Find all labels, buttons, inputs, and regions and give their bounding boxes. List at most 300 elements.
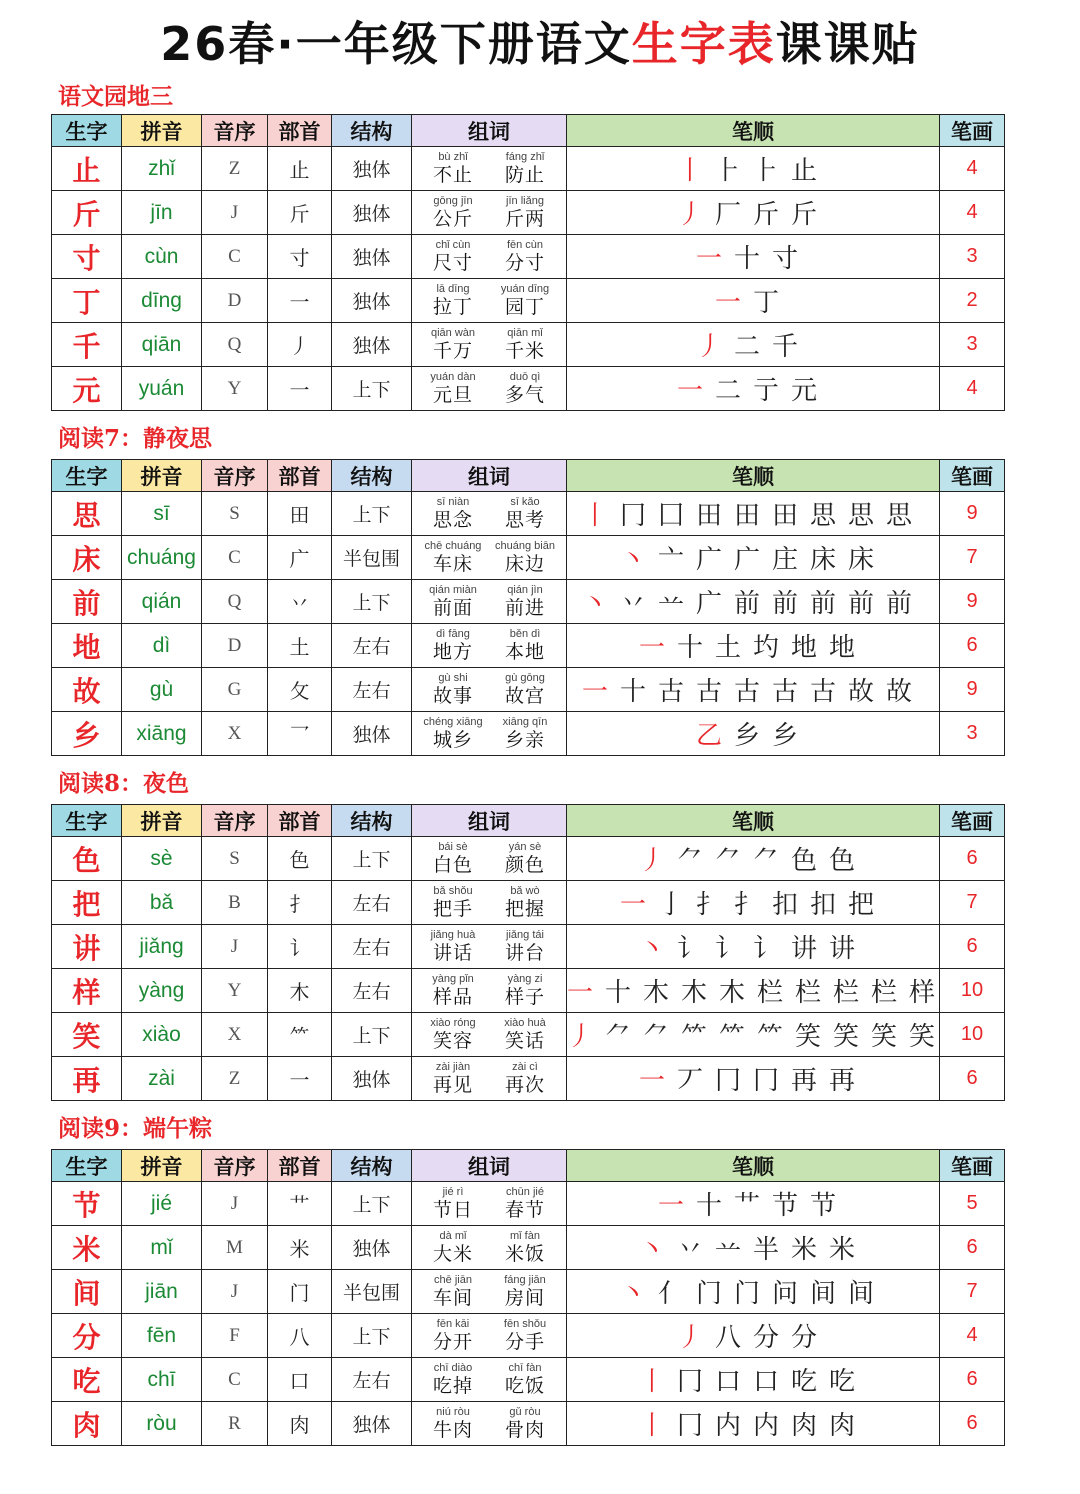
word-pinyin: chūn jié (506, 1185, 544, 1198)
word-chars: 吃饭 (504, 1374, 545, 1397)
character-table (51, 459, 1005, 756)
word-entry (494, 151, 556, 187)
word-entry (494, 1186, 556, 1222)
table-row (52, 1226, 1005, 1270)
pinyin-cell: chuáng (122, 536, 202, 580)
word-chars: 尺寸 (432, 251, 473, 274)
column-header: 生字 (52, 805, 122, 837)
radical-cell: 口 (268, 1358, 332, 1402)
character-cell: 分 (52, 1314, 122, 1358)
title-main: 26春·一年级下册语文 (160, 17, 632, 71)
stroke-step: 冂 (715, 1066, 742, 1096)
structure-cell: 左右 (332, 969, 412, 1013)
pinyin-cell: zhǐ (122, 147, 202, 191)
stroke-step: 古 (810, 677, 837, 707)
structure-cell: 独体 (332, 712, 412, 756)
word-entry (422, 929, 484, 965)
stroke-step: 丆 (677, 1066, 704, 1096)
word-pinyin: zài cì (512, 1060, 538, 1073)
stroke-step: 间 (848, 1279, 875, 1309)
stroke-step: 笑 (871, 1022, 898, 1052)
stroke-count-cell: 6 (940, 925, 1005, 969)
radical-cell: 艹 (268, 1182, 332, 1226)
character-cell: 前 (52, 580, 122, 624)
word-chars: 吃掉 (432, 1374, 473, 1397)
stroke-step: 讲 (791, 934, 818, 964)
stroke-step: 地 (829, 633, 856, 663)
word-pinyin: yàng zi (507, 972, 543, 985)
word-entry (494, 885, 556, 921)
stroke-order-cell (567, 1013, 940, 1057)
stroke-step: 一 (639, 1066, 666, 1096)
index-letter-cell: S (202, 492, 268, 536)
radical-cell: 土 (268, 624, 332, 668)
stroke-order-cell (567, 925, 940, 969)
radical-cell: 一 (268, 1057, 332, 1101)
stroke-step: ⺈ (677, 846, 704, 876)
structure-cell: 独体 (332, 1057, 412, 1101)
stroke-step: 丿 (696, 332, 723, 362)
stroke-step: 栏 (757, 978, 784, 1008)
index-letter-cell: D (202, 624, 268, 668)
stroke-step: 亅 (658, 890, 685, 920)
column-header: 组词 (412, 460, 567, 492)
index-letter-cell: J (202, 925, 268, 969)
pinyin-cell: jiān (122, 1270, 202, 1314)
word-entry (494, 1061, 556, 1097)
word-entry (422, 1186, 484, 1222)
stroke-step: 斤 (791, 200, 818, 230)
stroke-step: 思 (886, 501, 913, 531)
word-pinyin: xiāng qīn (502, 715, 548, 728)
word-pinyin: chē jiān (434, 1273, 472, 1286)
word-pinyin: qiān wàn (430, 326, 476, 339)
column-header: 组词 (412, 805, 567, 837)
character-cell: 寸 (52, 235, 122, 279)
structure-cell: 上下 (332, 492, 412, 536)
structure-cell: 左右 (332, 925, 412, 969)
word-entry (422, 1318, 484, 1354)
section-title: 阅读7：静夜思 (58, 425, 213, 452)
word-pinyin: fēn kāi (436, 1317, 470, 1330)
pinyin-cell: chī (122, 1358, 202, 1402)
stroke-step: 门 (696, 1279, 723, 1309)
stroke-count-cell: 4 (940, 191, 1005, 235)
word-entry (422, 239, 484, 275)
stroke-step: ⺮ (757, 1022, 784, 1052)
column-header: 笔顺 (567, 805, 940, 837)
stroke-step: 扣 (810, 890, 837, 920)
word-pinyin: yán sè (508, 840, 542, 853)
stroke-step: 冂 (677, 1411, 704, 1441)
stroke-step: 一 (582, 677, 609, 707)
stroke-step: 笑 (833, 1022, 860, 1052)
stroke-step: 前 (772, 589, 799, 619)
word-pinyin: fēn shǒu (503, 1317, 547, 1330)
character-cell: 节 (52, 1182, 122, 1226)
index-letter-cell: Y (202, 969, 268, 1013)
stroke-count-cell: 7 (940, 881, 1005, 925)
stroke-step: 囗 (658, 501, 685, 531)
stroke-step: 故 (886, 677, 913, 707)
stroke-step: 亠 (658, 545, 685, 575)
word-entry (422, 1230, 484, 1266)
table-row (52, 712, 1005, 756)
pinyin-cell: dīng (122, 279, 202, 323)
column-header: 生字 (52, 115, 122, 147)
stroke-step: 乙 (696, 721, 723, 751)
word-pinyin: niú ròu (436, 1405, 470, 1418)
stroke-step: 丶 (582, 589, 609, 619)
pinyin-cell: sī (122, 492, 202, 536)
stroke-step: 木 (681, 978, 708, 1008)
word-entry (494, 1230, 556, 1266)
stroke-step: 田 (734, 501, 761, 531)
stroke-order-cell (567, 1226, 940, 1270)
stroke-step: 床 (848, 545, 875, 575)
stroke-order-cell (567, 1182, 940, 1226)
word-pinyin: qián jìn (507, 583, 543, 596)
word-pinyin: qiān mǐ (507, 326, 543, 339)
stroke-step: 笑 (795, 1022, 822, 1052)
structure-cell: 独体 (332, 147, 412, 191)
index-letter-cell: R (202, 1402, 268, 1446)
structure-cell: 上下 (332, 580, 412, 624)
stroke-count-cell: 6 (940, 837, 1005, 881)
table-row (52, 925, 1005, 969)
word-chars: 地方 (432, 640, 473, 663)
word-chars: 骨肉 (504, 1418, 545, 1441)
column-header: 音序 (202, 460, 268, 492)
stroke-step: 广 (696, 545, 723, 575)
stroke-step: 古 (734, 677, 761, 707)
radical-cell: ⺮ (268, 1013, 332, 1057)
word-entry (494, 1017, 556, 1053)
word-chars: 节日 (432, 1198, 473, 1221)
stroke-step: 扌 (696, 890, 723, 920)
stroke-order-cell (567, 969, 940, 1013)
column-header: 结构 (332, 805, 412, 837)
words-cell (412, 1226, 567, 1270)
stroke-step: 十 (696, 1191, 723, 1221)
structure-cell: 左右 (332, 624, 412, 668)
column-header: 拼音 (122, 115, 202, 147)
structure-cell: 上下 (332, 367, 412, 411)
stroke-step: 再 (791, 1066, 818, 1096)
words-cell (412, 1057, 567, 1101)
structure-cell: 左右 (332, 668, 412, 712)
stroke-step: 冂 (620, 501, 647, 531)
character-cell: 乡 (52, 712, 122, 756)
stroke-step: 丨 (639, 1411, 666, 1441)
title-suffix: 课课贴 (775, 17, 920, 71)
stroke-step: 栏 (833, 978, 860, 1008)
index-letter-cell: J (202, 1270, 268, 1314)
word-chars: 斤两 (504, 207, 545, 230)
word-chars: 把握 (504, 897, 545, 920)
word-entry (494, 283, 556, 319)
word-entry (422, 371, 484, 407)
word-entry (422, 584, 484, 620)
column-header: 生字 (52, 460, 122, 492)
stroke-step: 广 (734, 545, 761, 575)
word-entry (422, 1061, 484, 1097)
stroke-count-cell: 9 (940, 492, 1005, 536)
word-chars: 不止 (432, 163, 473, 186)
table-row (52, 624, 1005, 668)
index-letter-cell: B (202, 881, 268, 925)
word-entry (422, 841, 484, 877)
stroke-step: 米 (829, 1235, 856, 1265)
stroke-step: ⺈ (643, 1022, 670, 1052)
table-row (52, 536, 1005, 580)
stroke-order-cell (567, 235, 940, 279)
word-pinyin: sī niàn (436, 495, 470, 508)
words-cell (412, 1013, 567, 1057)
stroke-order-cell (567, 191, 940, 235)
word-chars: 笑容 (432, 1029, 473, 1052)
stroke-count-cell: 3 (940, 712, 1005, 756)
word-chars: 车床 (432, 552, 473, 575)
stroke-count-cell: 4 (940, 147, 1005, 191)
column-header: 笔画 (940, 1150, 1005, 1182)
stroke-step: 讠 (753, 934, 780, 964)
stroke-step: 木 (643, 978, 670, 1008)
word-entry (422, 540, 484, 576)
column-header: 音序 (202, 115, 268, 147)
table-row (52, 191, 1005, 235)
word-chars: 米饭 (504, 1242, 545, 1265)
word-entry (422, 973, 484, 1009)
column-header: 结构 (332, 1150, 412, 1182)
word-chars: 笑话 (504, 1029, 545, 1052)
pinyin-cell: bǎ (122, 881, 202, 925)
character-cell: 间 (52, 1270, 122, 1314)
word-entry (422, 283, 484, 319)
structure-cell: 独体 (332, 279, 412, 323)
word-chars: 故宫 (504, 684, 545, 707)
pinyin-cell: yàng (122, 969, 202, 1013)
stroke-step: 丷 (677, 1235, 704, 1265)
stroke-step: 丶 (620, 1279, 647, 1309)
stroke-order-cell (567, 712, 940, 756)
stroke-step: 一 (715, 288, 742, 318)
stroke-step: 元 (791, 376, 818, 406)
table-row (52, 1358, 1005, 1402)
word-chars: 讲台 (504, 941, 545, 964)
stroke-step: 一 (620, 890, 647, 920)
stroke-step: 古 (696, 677, 723, 707)
column-header: 组词 (412, 1150, 567, 1182)
pinyin-cell: qián (122, 580, 202, 624)
word-pinyin: chéng xiāng (423, 715, 483, 728)
table-row (52, 668, 1005, 712)
stroke-step: ⺊ (753, 156, 780, 186)
word-pinyin: yuán dīng (500, 282, 550, 295)
pinyin-cell: zài (122, 1057, 202, 1101)
stroke-step: 十 (605, 978, 632, 1008)
word-chars: 再见 (432, 1073, 473, 1096)
word-entry (494, 540, 556, 576)
stroke-step: 亍 (753, 376, 780, 406)
title-highlight: 生字表 (631, 17, 776, 71)
column-header: 拼音 (122, 805, 202, 837)
word-entry (494, 1406, 556, 1442)
column-header: 音序 (202, 805, 268, 837)
stroke-order-cell (567, 367, 940, 411)
stroke-step: 分 (753, 1323, 780, 1353)
stroke-step: ⺈ (605, 1022, 632, 1052)
table-row (52, 881, 1005, 925)
stroke-step: 䒑 (658, 589, 685, 619)
radical-cell: 丷 (268, 580, 332, 624)
index-letter-cell: Q (202, 323, 268, 367)
character-cell: 思 (52, 492, 122, 536)
word-pinyin: jiǎng huà (430, 928, 476, 941)
stroke-step: 丷 (620, 589, 647, 619)
stroke-step: 前 (848, 589, 875, 619)
word-pinyin: běn dì (509, 627, 541, 640)
radical-cell: 寸 (268, 235, 332, 279)
stroke-order-cell (567, 668, 940, 712)
word-pinyin: sī kǎo (510, 495, 540, 508)
character-cell: 把 (52, 881, 122, 925)
word-pinyin: bái sè (438, 840, 468, 853)
table-header-row (52, 805, 1005, 837)
stroke-step: 斤 (753, 200, 780, 230)
radical-cell: 乛 (268, 712, 332, 756)
index-letter-cell: C (202, 1358, 268, 1402)
stroke-step: 讠 (715, 934, 742, 964)
words-cell (412, 1182, 567, 1226)
stroke-step: 笑 (909, 1022, 936, 1052)
word-entry (494, 1274, 556, 1310)
stroke-step: 广 (696, 589, 723, 619)
stroke-step: 止 (791, 156, 818, 186)
stroke-order-cell (567, 580, 940, 624)
index-letter-cell: Y (202, 367, 268, 411)
column-header: 拼音 (122, 460, 202, 492)
stroke-step: 冂 (753, 1066, 780, 1096)
pinyin-cell: qiān (122, 323, 202, 367)
word-chars: 拉丁 (432, 295, 473, 318)
stroke-step: 丿 (567, 1022, 594, 1052)
radical-cell: 扌 (268, 881, 332, 925)
stroke-step: 土 (715, 633, 742, 663)
index-letter-cell: Z (202, 147, 268, 191)
structure-cell: 半包围 (332, 536, 412, 580)
stroke-step: 田 (772, 501, 799, 531)
stroke-step: ⺈ (715, 846, 742, 876)
pinyin-cell: jiǎng (122, 925, 202, 969)
radical-cell: 八 (268, 1314, 332, 1358)
words-cell (412, 969, 567, 1013)
table-row (52, 323, 1005, 367)
radical-cell: 门 (268, 1270, 332, 1314)
word-chars: 思考 (504, 508, 545, 531)
character-cell: 地 (52, 624, 122, 668)
structure-cell: 上下 (332, 1013, 412, 1057)
word-pinyin: gù gōng (505, 671, 545, 684)
word-entry (422, 716, 484, 752)
stroke-step: 丿 (639, 846, 666, 876)
structure-cell: 上下 (332, 1182, 412, 1226)
word-entry (494, 1318, 556, 1354)
word-pinyin: gǔ ròu (509, 1405, 541, 1418)
stroke-step: 乡 (734, 721, 761, 751)
structure-cell: 左右 (332, 1358, 412, 1402)
character-cell: 千 (52, 323, 122, 367)
column-header: 生字 (52, 1150, 122, 1182)
words-cell (412, 925, 567, 969)
stroke-step: 栏 (871, 978, 898, 1008)
word-chars: 颜色 (504, 853, 545, 876)
pinyin-cell: xiào (122, 1013, 202, 1057)
stroke-step: 栏 (795, 978, 822, 1008)
column-header: 音序 (202, 1150, 268, 1182)
word-pinyin: gù shi (438, 671, 468, 684)
radical-cell: 讠 (268, 925, 332, 969)
radical-cell: 一 (268, 367, 332, 411)
radical-cell: 田 (268, 492, 332, 536)
stroke-step: 间 (810, 1279, 837, 1309)
stroke-order-cell (567, 881, 940, 925)
stroke-count-cell: 3 (940, 235, 1005, 279)
word-pinyin: chī fàn (508, 1361, 542, 1374)
stroke-step: 冂 (677, 1367, 704, 1397)
character-cell: 吃 (52, 1358, 122, 1402)
column-header: 部首 (268, 460, 332, 492)
word-pinyin: jīn liǎng (506, 194, 544, 207)
word-pinyin: duō qì (509, 370, 541, 383)
word-pinyin: jiǎng tái (506, 928, 544, 941)
column-header: 部首 (268, 1150, 332, 1182)
stroke-step: 一 (658, 1191, 685, 1221)
pinyin-cell: cùn (122, 235, 202, 279)
stroke-count-cell: 9 (940, 580, 1005, 624)
stroke-step: 艹 (734, 1191, 761, 1221)
stroke-count-cell: 3 (940, 323, 1005, 367)
stroke-step: 十 (734, 244, 761, 274)
column-header: 部首 (268, 115, 332, 147)
stroke-step: 二 (734, 332, 761, 362)
word-chars: 车间 (432, 1286, 473, 1309)
word-entry (494, 496, 556, 532)
word-chars: 前进 (504, 596, 545, 619)
stroke-step: 扌 (734, 890, 761, 920)
stroke-step: 圴 (753, 633, 780, 663)
words-cell (412, 624, 567, 668)
radical-cell: 止 (268, 147, 332, 191)
structure-cell: 左右 (332, 881, 412, 925)
words-cell (412, 1358, 567, 1402)
character-cell: 斤 (52, 191, 122, 235)
stroke-count-cell: 4 (940, 1314, 1005, 1358)
stroke-step: 田 (696, 501, 723, 531)
structure-cell: 上下 (332, 1314, 412, 1358)
column-header: 笔画 (940, 460, 1005, 492)
stroke-step: 节 (772, 1191, 799, 1221)
words-cell (412, 668, 567, 712)
stroke-step: 内 (753, 1411, 780, 1441)
character-cell: 米 (52, 1226, 122, 1270)
word-entry (494, 584, 556, 620)
stroke-order-cell (567, 492, 940, 536)
stroke-step: 讠 (677, 934, 704, 964)
stroke-step: 厂 (715, 200, 742, 230)
pinyin-cell: jīn (122, 191, 202, 235)
stroke-step: 米 (791, 1235, 818, 1265)
